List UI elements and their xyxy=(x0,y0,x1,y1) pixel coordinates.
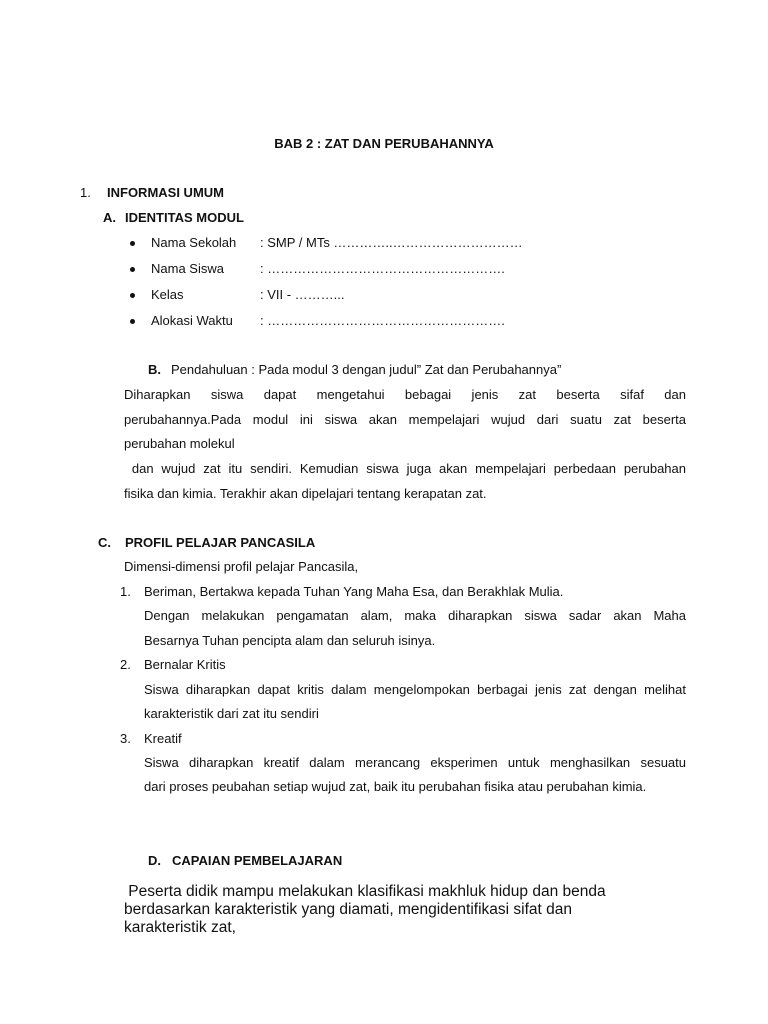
section-1-number: 1. xyxy=(80,185,91,200)
identity-label: Kelas xyxy=(151,287,184,302)
section-1-heading: INFORMASI UMUM xyxy=(107,185,224,200)
list-item-line: Siswa diharapkan kreatif dalam merancang eksperimen untuk menghasilkan sesuatu xyxy=(144,755,686,770)
section-c-letter: C. xyxy=(98,535,111,550)
identity-value: : SMP / MTs …………..………………………… xyxy=(260,235,523,250)
identity-label: Nama Sekolah xyxy=(151,235,237,250)
section-b-letter: B. xyxy=(148,362,161,377)
list-item-line: Siswa diharapkan dapat kritis dalam mengelompokan berbagai jenis zat dengan melihat xyxy=(144,682,686,697)
section-d-letter: D. xyxy=(148,853,161,868)
section-b-line: perubahan molekul xyxy=(124,436,235,451)
section-b-line: perubahannya.Pada modul ini siswa akan mempelajari wujud dari suatu zat beserta xyxy=(124,412,686,427)
section-a-heading: IDENTITAS MODUL xyxy=(125,210,244,225)
list-number: 2. xyxy=(120,657,131,672)
section-b-line: Diharapkan siswa dapat mengetahui bebagai jenis zat beserta sifaf dan xyxy=(124,387,686,402)
section-d-line: Peserta didik mampu melakukan klasifikasi makhluk hidup dan benda xyxy=(124,883,606,900)
list-item-line: karakteristik dari zat itu sendiri xyxy=(144,706,319,721)
section-d-line: karakteristik zat, xyxy=(124,919,236,936)
section-d-heading: CAPAIAN PEMBELAJARAN xyxy=(172,853,343,868)
bullet-icon xyxy=(130,241,135,246)
identity-label: Alokasi Waktu xyxy=(151,313,233,328)
section-b-line: fisika dan kimia. Terakhir akan dipelajari tentang kerapatan zat. xyxy=(124,486,487,501)
list-item-title: Kreatif xyxy=(144,731,182,746)
list-item-line: Dengan melakukan pengamatan alam, maka diharapkan siswa sadar akan Maha xyxy=(144,608,686,623)
list-item-title: Bernalar Kritis xyxy=(144,657,226,672)
page-title: BAB 2 : ZAT DAN PERUBAHANNYA xyxy=(274,136,494,151)
section-d-line: berdasarkan karakteristik yang diamati, mengidentifikasi sifat dan xyxy=(124,901,573,918)
list-item-line: dari proses peubahan setiap wujud zat, baik itu perubahan fisika atau perubahan kimia. xyxy=(144,779,647,794)
identity-value: : VII - ………... xyxy=(260,287,345,302)
identity-value: : ………………………………………………. xyxy=(260,313,505,328)
list-number: 1. xyxy=(120,584,131,599)
list-item-line: Besarnya Tuhan pencipta alam dan seluruh isinya. xyxy=(144,633,436,648)
identity-label: Nama Siswa xyxy=(151,261,224,276)
section-c-heading: PROFIL PELAJAR PANCASILA xyxy=(125,535,316,550)
list-number: 3. xyxy=(120,731,131,746)
bullet-icon xyxy=(130,267,135,272)
section-a-letter: A. xyxy=(103,210,116,225)
identity-value: : ………………………………………………. xyxy=(260,261,505,276)
bullet-icon xyxy=(130,319,135,324)
bullet-icon xyxy=(130,293,135,298)
section-c-intro: Dimensi-dimensi profil pelajar Pancasila, xyxy=(124,559,359,574)
section-b-line: dan wujud zat itu sendiri. Kemudian siswa juga akan mempelajari perbedaan perubahan xyxy=(124,461,686,476)
list-item-title: Beriman, Bertakwa kepada Tuhan Yang Maha Esa, dan Berakhlak Mulia. xyxy=(144,584,564,599)
section-b-intro: Pendahuluan : Pada modul 3 dengan judul” Zat dan Perubahannya” xyxy=(171,362,562,377)
